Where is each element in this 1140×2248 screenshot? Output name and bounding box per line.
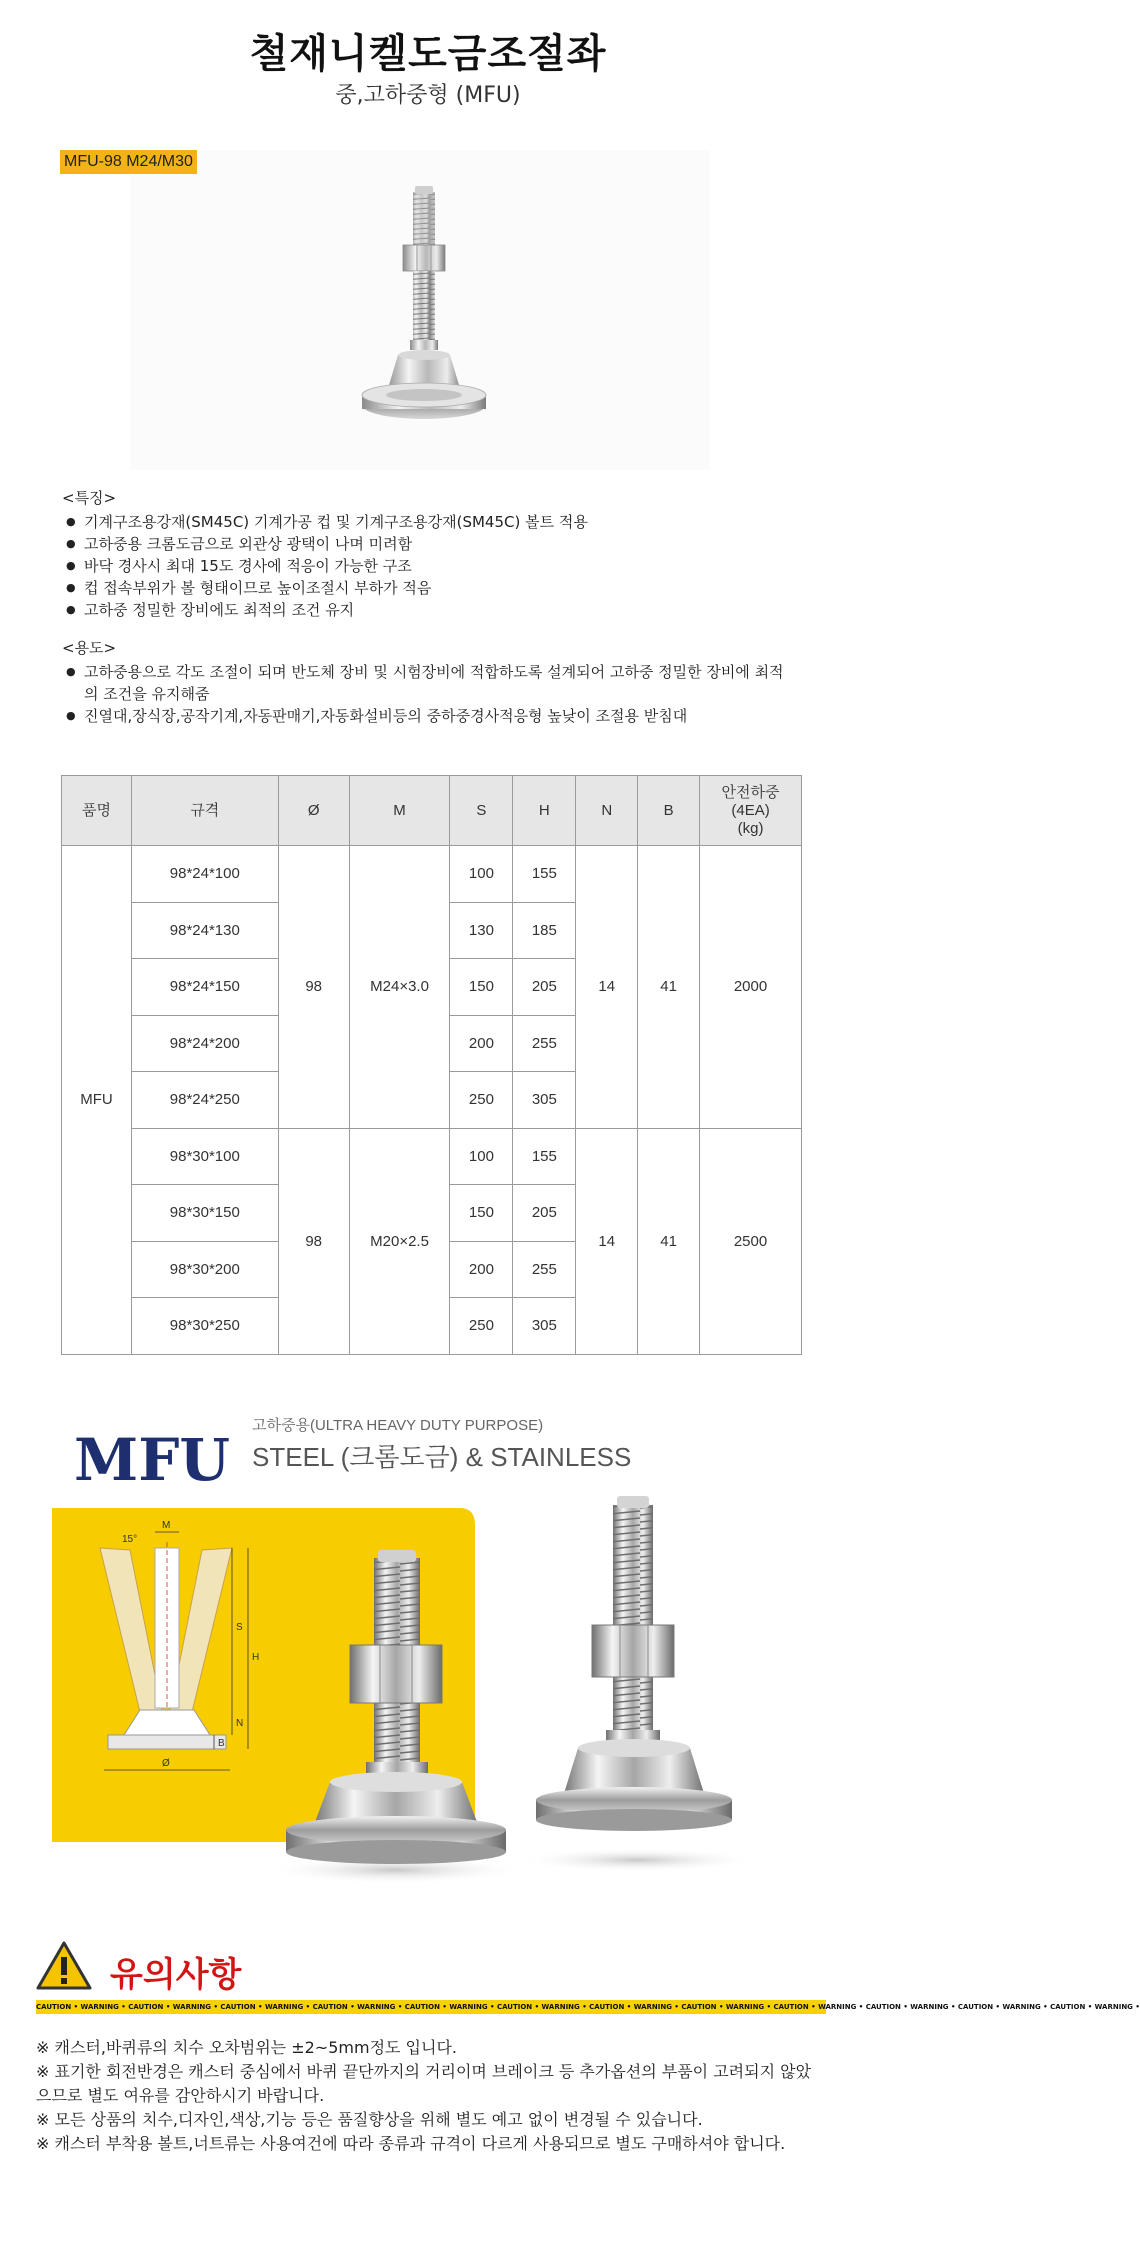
product-banner	[0, 1390, 856, 1870]
features-heading: <특징>	[62, 489, 117, 507]
cell-h: 205	[513, 1185, 576, 1242]
cell-s: 150	[450, 959, 513, 1016]
warning-icon	[36, 1941, 92, 1991]
header-h: H	[513, 776, 576, 846]
cell-s: 130	[450, 902, 513, 959]
cell-dia: 98	[278, 1128, 349, 1354]
notice-line: ※ 표기한 회전반경은 캐스터 중심에서 바퀴 끝단까지의 거리이며 브레이크 등 추가옵션의 부품이 고려되지 않았으므로 별도 여유를 감안하시기 바랍니다.	[36, 2062, 812, 2105]
usage-item: ● 고하중용으로 각도 조절이 되며 반도체 장비 및 시험장비에 적합하도록 설계되어 고하중 정밀한 장비에 최적의 조건을 유지해줌	[62, 661, 802, 705]
cell-h: 305	[513, 1072, 576, 1129]
cell-s: 250	[450, 1072, 513, 1129]
page-title: 철재니켈도금조절좌	[249, 31, 607, 77]
cell-h: 305	[513, 1298, 576, 1355]
notice-title: 유의사항	[110, 1955, 242, 1995]
table-header-row	[62, 776, 802, 846]
diagram-label-m: M	[162, 1520, 171, 1531]
cell-load: 2500	[700, 1128, 802, 1354]
caution-strip-text: CAUTION • WARNING • CAUTION • WARNING • CAUTION • WARNING • CAUTION • WARNING • CAUTION • WARNING • CAUTION • WARNING • CAUTION • WARNING • CAUTION • WARNING • CAUTION • WARNING • CAUTION • WARNING • CAUTION • WARNING • CAUTION • WARNING •	[36, 2003, 1140, 2011]
table-row	[62, 846, 802, 903]
banner-line2: STEEL (크롬도금) & STAINLESS	[252, 1442, 632, 1472]
usage-item: ● 진열대,장식장,공작기계,자동판매기,자동화설비등의 중하중경사적응형 높낮이 조절용 받침대	[62, 705, 802, 727]
features-list	[62, 511, 802, 621]
header-load	[700, 776, 802, 846]
cell-dia: 98	[278, 846, 349, 1129]
cell-m: M24×3.0	[349, 846, 450, 1129]
header-m: M	[349, 776, 450, 846]
spec-table	[61, 775, 802, 1355]
cell-spec: 98*24*150	[131, 959, 278, 1016]
cell-spec: 98*24*130	[131, 902, 278, 959]
cell-spec: 98*30*250	[131, 1298, 278, 1355]
banner-line1: 고하중용(ULTRA HEAVY DUTY PURPOSE)	[252, 1417, 544, 1434]
banner-logo: MFU	[74, 1426, 230, 1494]
cell-spec: 98*30*100	[131, 1128, 278, 1185]
cell-h: 185	[513, 902, 576, 959]
cell-s: 150	[450, 1185, 513, 1242]
notice-line: ※ 캐스터,바퀴류의 치수 오차범위는 ±2~5mm정도 입니다.	[36, 2038, 458, 2057]
notice-line: ※ 모든 상품의 치수,디자인,색상,기능 등은 품질향상을 위해 별도 예고 없이 변경될 수 있습니다.	[36, 2110, 703, 2129]
header-b: B	[638, 776, 700, 846]
diagram-label-b: B	[218, 1738, 225, 1749]
cell-name: MFU	[62, 846, 132, 1355]
usage-heading: <용도>	[62, 639, 117, 657]
usage-list	[62, 661, 802, 727]
feature-item: ● 바닥 경사시 최대 15도 경사에 적응이 가능한 구조	[62, 555, 802, 577]
header-load-line1: 안전하중	[721, 783, 780, 801]
features-section	[62, 487, 802, 621]
cell-n: 14	[576, 1128, 638, 1354]
diagram-label-n: N	[236, 1718, 244, 1729]
cell-spec: 98*24*100	[131, 846, 278, 903]
notice-line: ※ 캐스터 부착용 볼트,너트류는 사용여건에 따라 종류과 규격이 다르게 사용되므로 별도 구매하셔야 합니다.	[36, 2134, 786, 2153]
cell-s: 100	[450, 1128, 513, 1185]
product-photo	[130, 150, 710, 470]
cell-s: 200	[450, 1241, 513, 1298]
cell-spec: 98*24*250	[131, 1072, 278, 1129]
diagram-label-h: H	[252, 1652, 260, 1663]
feature-item: ● 고하중용 크롬도금으로 외관상 광택이 나며 미려함	[62, 533, 802, 555]
cell-m: M20×2.5	[349, 1128, 450, 1354]
caution-strip	[36, 2000, 1140, 2014]
cell-n: 14	[576, 846, 638, 1129]
header-dia: Ø	[278, 776, 349, 846]
feature-item: ● 기계구조용강재(SM45C) 기계가공 컵 및 기계구조용강재(SM45C) 볼트 적용	[62, 511, 802, 533]
notice-notes	[36, 2036, 826, 2156]
header-n: N	[576, 776, 638, 846]
cell-s: 200	[450, 1015, 513, 1072]
diagram-label-dia: Ø	[162, 1758, 170, 1769]
product-stainless-image	[518, 1496, 758, 1872]
cell-h: 255	[513, 1015, 576, 1072]
feature-item: ● 컵 접속부위가 볼 형태이므로 높이조절시 부하가 적음	[62, 577, 802, 599]
cell-s: 100	[450, 846, 513, 903]
cell-b: 41	[638, 1128, 700, 1354]
cell-h: 155	[513, 846, 576, 903]
feature-item: ● 고하중 정밀한 장비에도 최적의 조건 유지	[62, 599, 802, 621]
header-s: S	[450, 776, 513, 846]
cell-h: 255	[513, 1241, 576, 1298]
page-subtitle: 중,고하중형 (MFU)	[335, 83, 521, 108]
diagram-label-angle: 15°	[122, 1534, 138, 1545]
diagram-label-s: S	[236, 1622, 243, 1633]
header-load-line3: (kg)	[737, 819, 764, 837]
table-row	[62, 1128, 802, 1185]
cell-b: 41	[638, 846, 700, 1129]
header-name: 품명	[62, 776, 132, 846]
model-tag: MFU-98 M24/M30	[60, 150, 197, 174]
cell-s: 250	[450, 1298, 513, 1355]
cell-h: 155	[513, 1128, 576, 1185]
cell-spec: 98*30*200	[131, 1241, 278, 1298]
cell-spec: 98*24*200	[131, 1015, 278, 1072]
usage-section	[62, 637, 802, 727]
cell-h: 205	[513, 959, 576, 1016]
cell-load: 2000	[700, 846, 802, 1129]
header-load-line2: (4EA)	[731, 801, 770, 819]
header-spec: 규격	[131, 776, 278, 846]
cell-spec: 98*30*150	[131, 1185, 278, 1242]
